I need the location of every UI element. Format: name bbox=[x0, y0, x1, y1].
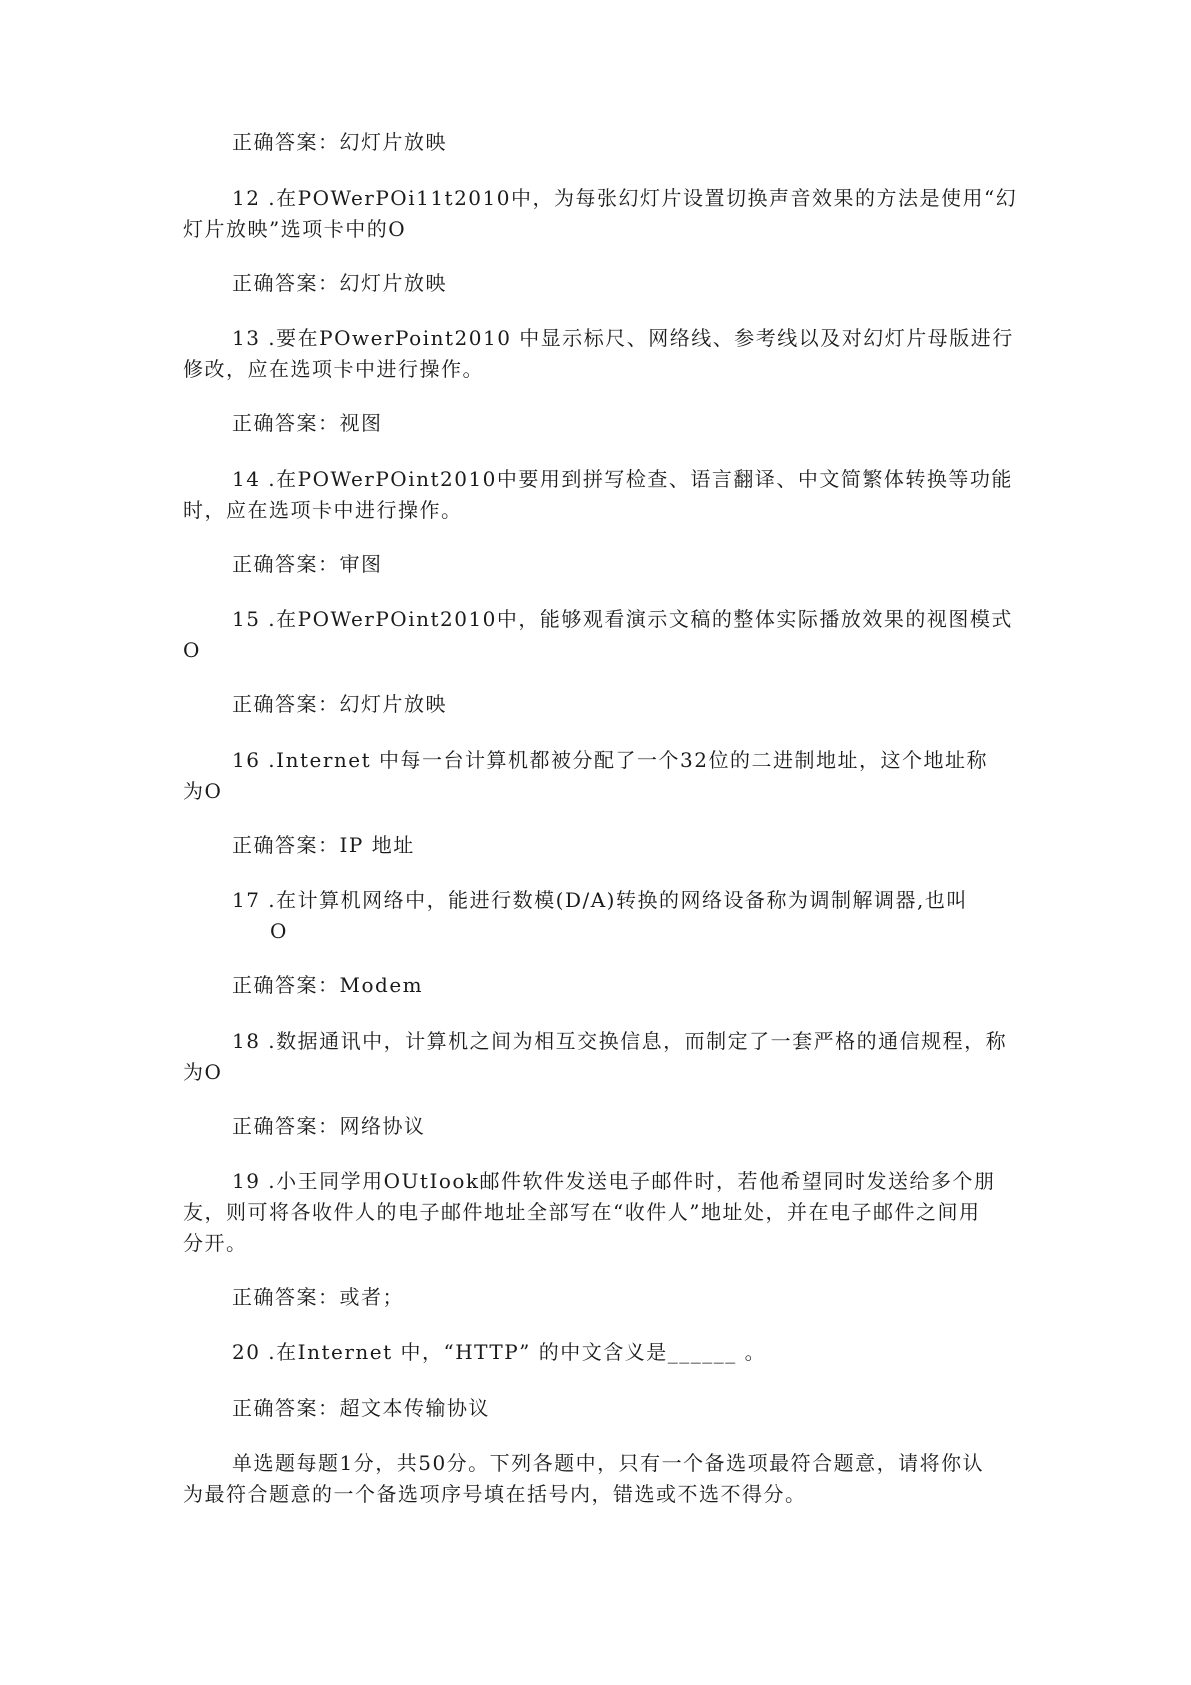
question-20-line-1: 20 .在Internet 中，“HTTP” 的中文含义是______ 。 bbox=[232, 1340, 767, 1364]
question-15-line-2: O bbox=[183, 638, 201, 662]
section-instruction-line-2: 为最符合题意的一个备选项序号填在括号内，错选或不选不得分。 bbox=[183, 1482, 807, 1506]
answer-line: 正确答案：IP 地址 bbox=[232, 833, 415, 857]
question-13-line-1: 13 .要在POwerPoint2010 中显示标尺、网络线、参考线以及对幻灯片母版进行 bbox=[232, 326, 1014, 350]
answer-line: 正确答案：视图 bbox=[232, 411, 383, 435]
answer-line: 正确答案：审图 bbox=[232, 552, 383, 576]
answer-line: 正确答案：超文本传输协议 bbox=[232, 1396, 490, 1420]
question-19-line-1: 19 .小王同学用OUtIook邮件软件发送电子邮件时，若他希望同时发送给多个朋 bbox=[232, 1169, 996, 1193]
question-16-line-2: 为O bbox=[183, 779, 223, 803]
answer-line: 正确答案：幻灯片放映 bbox=[232, 692, 447, 716]
question-14-line-1: 14 .在POWerPOint2010中要用到拼写检查、语言翻译、中文简繁体转换等功能 bbox=[232, 467, 1013, 491]
answer-line: 正确答案：Modem bbox=[232, 973, 424, 997]
question-15-line-1: 15 .在POWerPOint2010中，能够观看演示文稿的整体实际播放效果的视图模式 bbox=[232, 607, 1013, 631]
answer-line: 正确答案：幻灯片放映 bbox=[232, 130, 447, 154]
answer-line: 正确答案：网络协议 bbox=[232, 1114, 426, 1138]
question-19-line-2: 友，则可将各收件人的电子邮件地址全部写在“收件人”地址处，并在电子邮件之间用 bbox=[183, 1200, 981, 1224]
answer-line: 正确答案：幻灯片放映 bbox=[232, 271, 447, 295]
question-18-line-2: 为O bbox=[183, 1060, 223, 1084]
question-12-line-2: 灯片放映”选项卡中的O bbox=[183, 217, 407, 241]
question-17-line-1: 17 .在计算机网络中，能进行数模(D/A)转换的网络设备称为调制解调器,也叫 bbox=[232, 888, 968, 912]
question-17-line-2: O bbox=[270, 919, 288, 943]
question-14-line-2: 时，应在选项卡中进行操作。 bbox=[183, 498, 463, 522]
question-12-line-1: 12 .在POWerPOi11t2010中，为每张幻灯片设置切换声音效果的方法是使用“幻 bbox=[232, 186, 1018, 210]
question-18-line-1: 18 .数据通讯中，计算机之间为相互交换信息，而制定了一套严格的通信规程，称 bbox=[232, 1029, 1008, 1053]
answer-line: 正确答案：或者； bbox=[232, 1285, 404, 1309]
question-13-line-2: 修改，应在选项卡中进行操作。 bbox=[183, 357, 484, 381]
section-instruction-line-1: 单选题每题1分，共50分。下列各题中，只有一个备选项最符合题意，请将你认 bbox=[232, 1451, 985, 1475]
question-19-line-3: 分开。 bbox=[183, 1231, 248, 1255]
question-16-line-1: 16 .Internet 中每一台计算机都被分配了一个32位的二进制地址，这个地址称 bbox=[232, 748, 988, 772]
